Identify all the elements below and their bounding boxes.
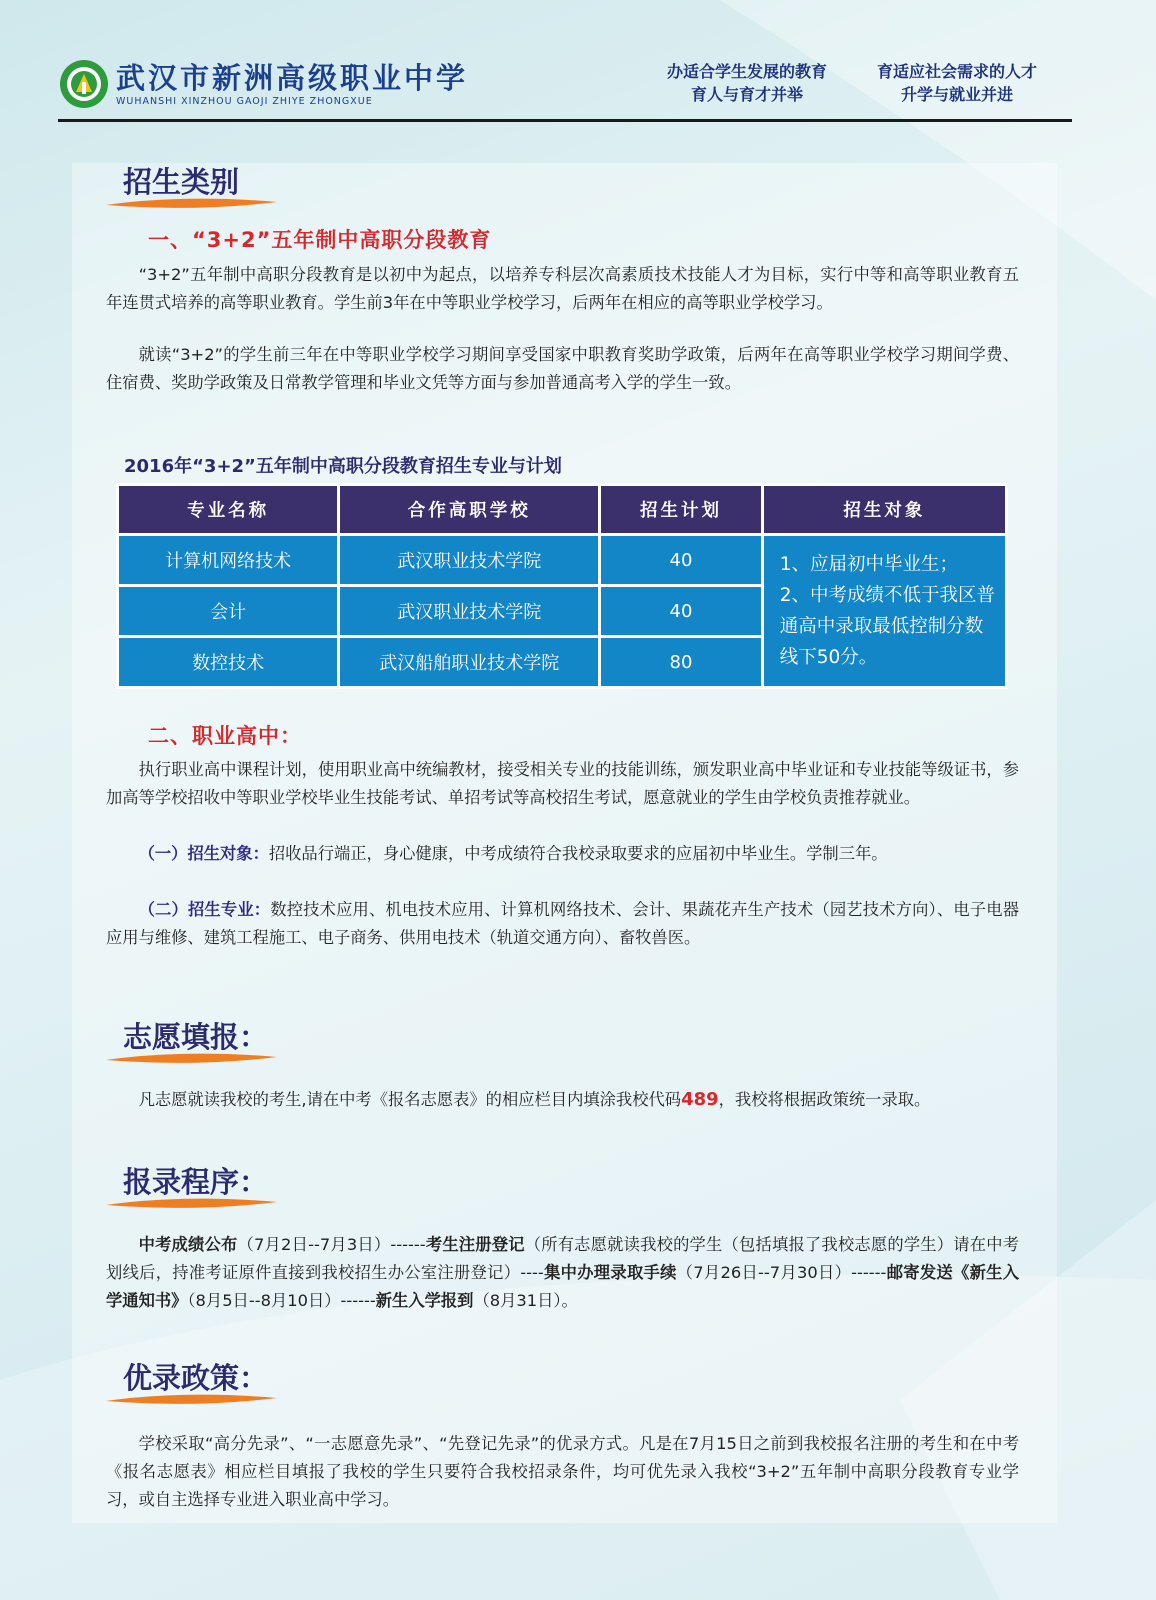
school-code: 489 <box>681 1089 719 1111</box>
step-label: 集中办理录取手续 <box>543 1263 677 1283</box>
slogan: 育人与育才并举 <box>690 85 803 104</box>
header-divider <box>58 119 1072 122</box>
subheading-3plus2: 一、“3+2”五年制中高职分段教育 <box>148 228 492 252</box>
cell-plan: 80 <box>600 637 762 688</box>
column-header: 专业名称 <box>118 485 339 535</box>
cell-target <box>762 535 1006 688</box>
step-label: 新生入学报到 <box>375 1291 474 1311</box>
target-line: 1、应届初中毕业生； <box>779 554 958 575</box>
page-header <box>58 52 1072 122</box>
cell-major: 计算机网络技术 <box>118 535 339 586</box>
school-name-en: WUHANSHI XINZHOU GAOJI ZHIYE ZHONGXUE <box>116 96 373 107</box>
cell-school: 武汉职业技术学院 <box>339 535 600 586</box>
label-enrollment-majors: （二）招生专业： <box>138 900 271 920</box>
school-logo-icon <box>58 58 110 110</box>
label-enrollment-target: （一）招生对象： <box>138 844 269 864</box>
paragraph-procedure: 中考成绩公布（7月2日--7月3日）------考生注册登记（所有志愿就读我校的学生（包括填报了我校志愿的学生）请在中考划线后，持准考证原件直接到我校招生办公室注册登记）----集中办理录取手续（7月26日--7月30日）------邮寄发送《新生入学通知书》（8月5日--8月10日）------新生入学报到（8月31日）。 <box>106 1235 1019 1311</box>
paragraph-priority: 学校采取“高分先录”、“一志愿意先录”、“先登记先录”的优录方式。凡是在7月15日之前到我校报名注册的考生和在中考《报名志愿表》相应栏目填报了我校的学生只要符合我校招录条件，均可优先录入我校“3+2”五年制中高职分段教育专业学习，或自主选择专业进入职业高中学习。 <box>106 1434 1019 1510</box>
cell-school: 武汉船舶职业技术学院 <box>339 637 600 688</box>
slogan: 育适应社会需求的人才 <box>876 62 1037 81</box>
cell-school: 武汉职业技术学院 <box>339 586 600 637</box>
slogan: 办适合学生发展的教育 <box>666 62 827 81</box>
step-label: 考生注册登记 <box>425 1235 525 1255</box>
column-header: 招生计划 <box>600 485 762 535</box>
column-header: 招生对象 <box>762 485 1006 535</box>
table-header-row <box>118 485 1007 535</box>
table-caption: 2016年“3+2”五年制中高职分段教育招生专业与计划 <box>124 456 562 477</box>
school-name-cn: 武汉市新洲高级职业中学 <box>116 61 469 95</box>
slogans <box>652 60 1052 106</box>
paragraph-enrollment-target: （一）招生对象：招收品行端正，身心健康，中考成绩符合我校录取要求的应届初中毕业生。学制三年。 <box>138 844 888 864</box>
table-row <box>118 535 1007 586</box>
cell-major: 会计 <box>118 586 339 637</box>
cell-major: 数控技术 <box>118 637 339 688</box>
paragraph-application: 凡志愿就读我校的考生,请在中考《报名志愿表》的相应栏目内填涂我校代码489，我校将根据政策统一录取。 <box>138 1089 931 1111</box>
slogan: 升学与就业并进 <box>900 85 1013 104</box>
paragraph-3plus2-intro: “3+2”五年制中高职分段教育是以初中为起点，以培养专科层次高素质技术技能人才为目标，实行中等和高等职业教育五年连贯式培养的高等职业教育。学生前3年在中等职业学校学习，后两年在相应的高等职业学校学习。 <box>106 265 1019 313</box>
subheading-vocational-high-school: 二、职业高中： <box>148 724 302 748</box>
step-label: 邮寄发送《新生入学通知书》 <box>106 1263 1019 1311</box>
cell-plan: 40 <box>600 586 762 637</box>
enrollment-plan-table <box>116 483 1008 689</box>
cell-plan: 40 <box>600 535 762 586</box>
target-line: 2、中考成绩不低于我区普通高中录取最低控制分数线下50分。 <box>779 585 995 668</box>
paragraph-3plus2-policy: 就读“3+2”的学生前三年在中等职业学校学习期间享受国家中职教育奖助学政策，后两年在高等职业学校学习期间学费、住宿费、奖助学政策及日常教学管理和毕业文凭等方面与参加普通高考入学的学生一致。 <box>106 345 1019 393</box>
step-label: 中考成绩公布 <box>138 1235 238 1255</box>
paragraph-vocational-intro: 执行职业高中课程计划，使用职业高中统编教材，接受相关专业的技能训练，颁发职业高中毕业证和专业技能等级证书，参加高等学校招收中等职业学校毕业生技能考试、单招考试等高校招生考试，愿意就业的学生由学校负责推荐就业。 <box>106 760 1019 808</box>
paragraph-enrollment-majors: （二）招生专业：数控技术应用、机电技术应用、计算机网络技术、会计、果蔬花卉生产技术（园艺技术方向）、电子电器应用与维修、建筑工程施工、电子商务、供用电技术（轨道交通方向）、畜牧兽医。 <box>106 900 1019 948</box>
column-header: 合作高职学校 <box>339 485 600 535</box>
